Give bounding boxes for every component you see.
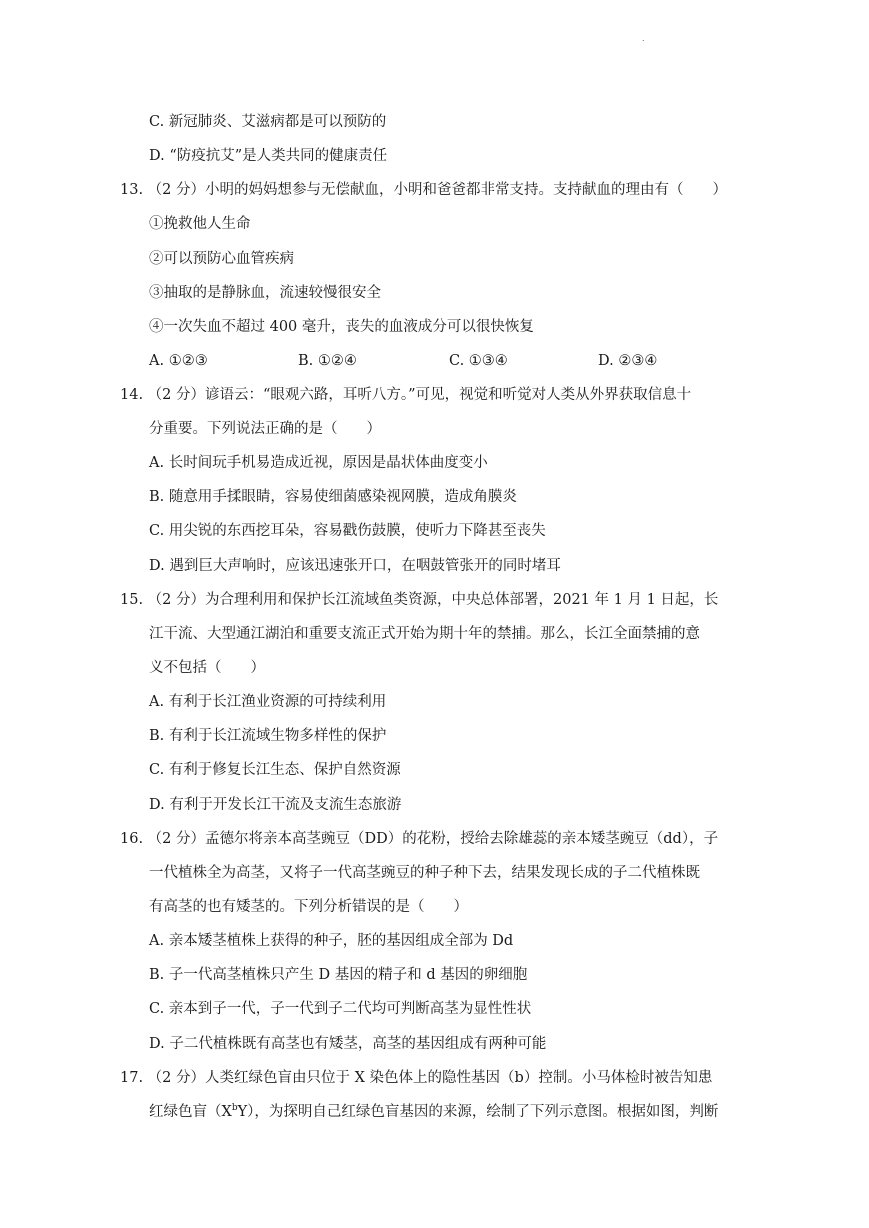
q13-option-b: B. ①②④: [298, 353, 357, 369]
q13-options: [0, 352, 869, 370]
q14-stem-line2: 分重要。下列说法正确的是（ ）: [149, 421, 381, 437]
q13-option-d: D. ②③④: [598, 353, 658, 369]
q16-stem-line3: 有高茎的也有矮茎的。下列分析错误的是（ ）: [149, 899, 468, 915]
q16-option-d: D. 子二代植株既有高茎也有矮茎，高茎的基因组成有两种可能: [149, 1036, 547, 1052]
q17-stem-line2-pre: 红绿色盲（X: [149, 1104, 232, 1120]
q15-stem-line3: 义不包括（ ）: [149, 660, 265, 676]
q17-stem-line1: 17. （2 分）人类红绿色盲由只位于 X 染色体上的隐性基因（b）控制。小马体检时被告知患: [120, 1070, 713, 1086]
q14-stem-line1: 14. （2 分）谚语云：“眼观六路，耳听八方。”可见，视觉和听觉对人类从外界获取信息十: [120, 387, 692, 403]
q16-option-c: C. 亲本到子一代，子一代到子二代均可判断高茎为显性性状: [149, 1001, 532, 1017]
q17-stem-line2: [149, 1103, 718, 1121]
q15-option-a: A. 有利于长江渔业资源的可持续利用: [149, 694, 387, 710]
q15-option-c: C. 有利于修复长江生态、保护自然资源: [149, 762, 401, 778]
q16-stem-line2: 一代植株全为高茎，又将子一代高茎豌豆的种子种下去，结果发现长成的子二代植株既: [149, 865, 700, 881]
q15-option-b: B. 有利于长江流域生物多样性的保护: [149, 728, 387, 744]
q13-stem: 13. （2 分）小明的妈妈想参与无偿献血，小明和爸爸都非常支持。支持献血的理由有（ ）: [120, 182, 727, 198]
q13-statement-4: ④一次失血不超过 400 毫升，丧失的血液成分可以很快恢复: [149, 319, 534, 335]
header-dot: .: [642, 34, 645, 43]
q14-option-c: C. 用尖锐的东西挖耳朵，容易戳伤鼓膜，使听力下降甚至丧失: [149, 523, 546, 539]
q14-option-b: B. 随意用手揉眼睛，容易使细菌感染视网膜，造成角膜炎: [149, 489, 517, 505]
q12-option-d: D. “防疫抗艾”是人类共同的健康责任: [149, 148, 388, 164]
q13-statement-3: ③抽取的是静脉血，流速较慢很安全: [149, 285, 381, 301]
q16-option-a: A. 亲本矮茎植株上获得的种子，胚的基因组成全部为 Dd: [149, 933, 514, 949]
q12-option-c: C. 新冠肺炎、艾滋病都是可以预防的: [149, 114, 387, 130]
q16-option-b: B. 子一代高茎植株只产生 D 基因的精子和 d 基因的卵细胞: [149, 967, 528, 983]
q14-option-d: D. 遇到巨大声响时，应该迅速张开口，在咽鼓管张开的同时堵耳: [149, 558, 561, 574]
q15-stem-line2: 江干流、大型通江湖泊和重要支流正式开始为期十年的禁捕。那么，长江全面禁捕的意: [149, 626, 700, 642]
q13-statement-1: ①挽救他人生命: [149, 216, 251, 232]
q13-option-c: C. ①③④: [449, 353, 508, 369]
q17-stem-line2-post: Y），为探明自己红绿色盲基因的来源，绘制了下列示意图。根据如图，判断: [237, 1104, 719, 1120]
q16-stem-line1: 16. （2 分）孟德尔将亲本高茎豌豆（DD）的花粉，授给去除雄蕊的亲本矮茎豌豆（dd），子: [120, 831, 719, 847]
q13-option-a: A. ①②③: [149, 353, 208, 369]
q14-option-a: A. 长时间玩手机易造成近视，原因是晶状体曲度变小: [149, 455, 488, 471]
q15-stem-line1: 15. （2 分）为合理利用和保护长江流域鱼类资源，中央总体部署，2021 年 1 月 1 日起，长: [120, 592, 719, 608]
q13-statement-2: ②可以预防心血管疾病: [149, 251, 294, 267]
q15-option-d: D. 有利于开发长江干流及支流生态旅游: [149, 797, 402, 813]
q17-superscript-b: b: [231, 1103, 238, 1114]
